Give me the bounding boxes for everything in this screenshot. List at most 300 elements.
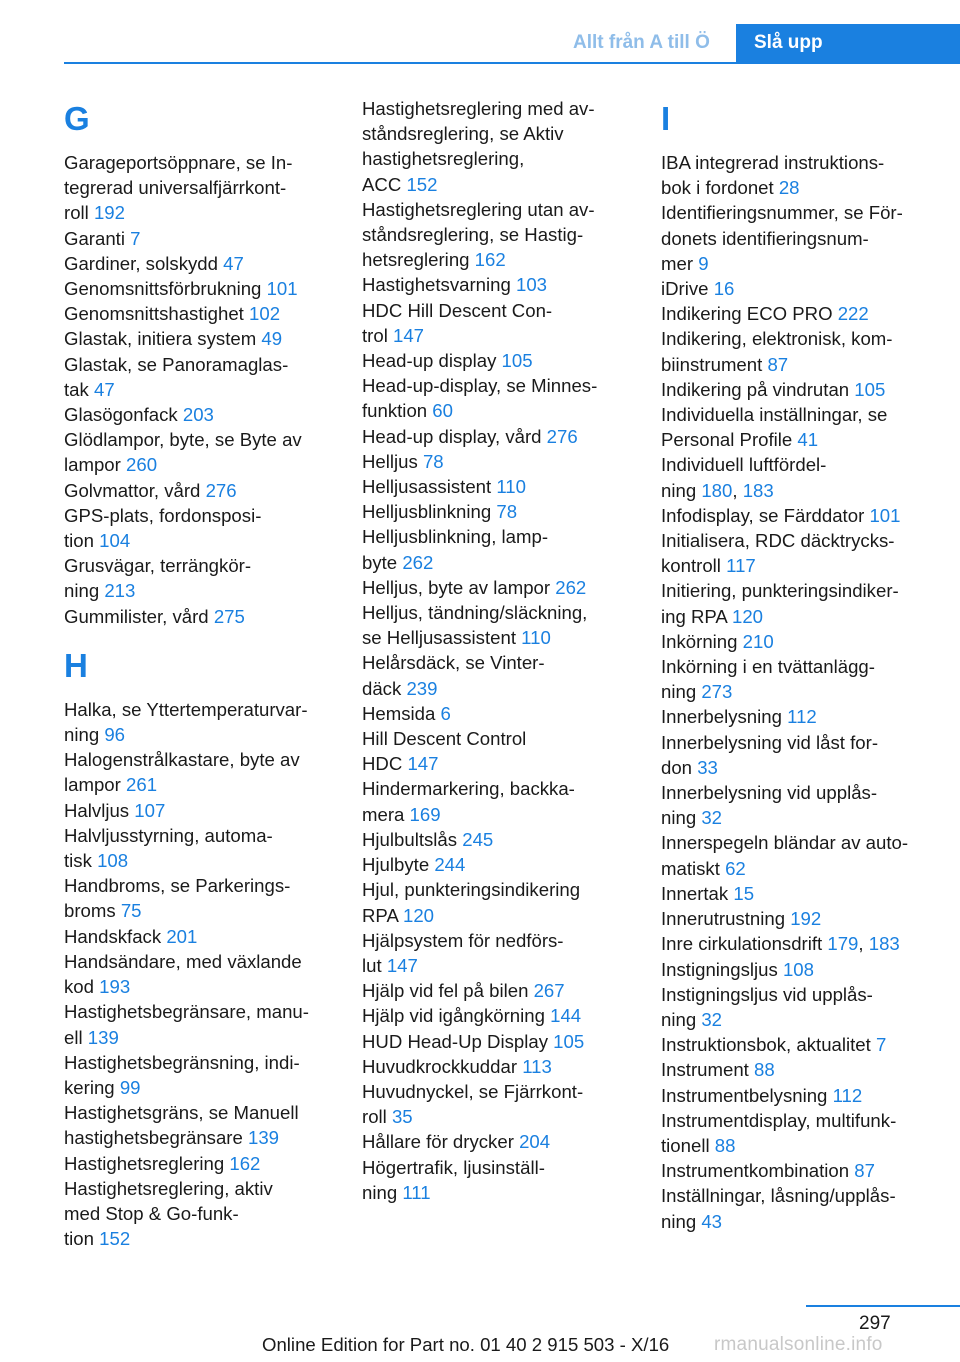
page-reference-link[interactable]: 75 bbox=[120, 900, 142, 922]
index-entry-term: iDrive bbox=[661, 278, 714, 300]
index-entry-text bbox=[64, 949, 332, 974]
index-entry bbox=[64, 1100, 332, 1150]
index-entry-text bbox=[362, 701, 630, 726]
page-reference-link[interactable]: 139 bbox=[248, 1127, 280, 1149]
index-entry-term: kontroll bbox=[661, 555, 727, 577]
index-entry-text bbox=[64, 478, 332, 503]
index-entry-term: Instrumentkombination bbox=[661, 1160, 855, 1182]
page-reference-link[interactable]: 35 bbox=[391, 1106, 413, 1128]
index-entry-text bbox=[64, 452, 332, 477]
index-entry-term: Instigningsljus vid upplås- bbox=[661, 983, 873, 1005]
index-entry-term: Inkörning bbox=[661, 630, 743, 652]
page-reference-link[interactable]: 169 bbox=[409, 803, 441, 825]
index-entry-term: Hjulbyte bbox=[362, 854, 435, 876]
page-reference-link[interactable]: 99 bbox=[119, 1076, 141, 1098]
index-entry-term: HUD Head-Up Display bbox=[362, 1030, 554, 1052]
index-entry bbox=[64, 503, 332, 553]
page-reference-link[interactable]: 152 bbox=[406, 173, 438, 195]
index-entry-text bbox=[661, 326, 929, 351]
page-reference-link[interactable]: 179 bbox=[827, 933, 859, 955]
page-reference-link[interactable]: 147 bbox=[393, 324, 425, 346]
page-reference-link[interactable]: 112 bbox=[832, 1084, 863, 1106]
index-entry-term: bok i fordonet bbox=[661, 177, 779, 199]
index-entry-text bbox=[661, 1209, 929, 1234]
page-reference-link[interactable]: 110 bbox=[521, 627, 551, 649]
index-entry-text bbox=[661, 931, 929, 956]
tab-allt-fran-a-till-o[interactable]: Allt från A till Ö bbox=[573, 32, 710, 53]
index-entry-text bbox=[661, 881, 929, 906]
index-entry bbox=[64, 999, 332, 1049]
page-reference-link[interactable]: 120 bbox=[403, 904, 435, 926]
index-entry-term: Hastighetsbegränsning, indi- bbox=[64, 1051, 300, 1073]
index-entry-term: lut bbox=[362, 954, 387, 976]
index-entry-term: däck bbox=[362, 677, 407, 699]
index-entry-term: Hastighetsreglering bbox=[64, 1152, 230, 1174]
page-reference-link[interactable]: 262 bbox=[555, 576, 587, 598]
page-reference-link[interactable]: 193 bbox=[99, 976, 131, 998]
index-entry bbox=[64, 251, 332, 276]
index-entry-text bbox=[661, 1183, 929, 1208]
index-entry-text bbox=[362, 978, 630, 1003]
index-entry-text bbox=[661, 528, 929, 553]
index-entry bbox=[64, 301, 332, 326]
index-entry-term: Hindermarkering, backka- bbox=[362, 778, 575, 800]
index-entry-text bbox=[661, 654, 929, 679]
index-entry bbox=[362, 575, 630, 600]
index-entry-text bbox=[362, 449, 630, 474]
index-entry bbox=[661, 200, 929, 276]
index-entry bbox=[661, 1083, 929, 1108]
index-entry-text bbox=[64, 200, 332, 225]
index-entry-text bbox=[362, 726, 630, 751]
page-reference-link[interactable]: 239 bbox=[406, 677, 438, 699]
page-reference-link[interactable]: 32 bbox=[701, 1008, 723, 1030]
index-entry-term: Head-up-display, se Minnes- bbox=[362, 375, 598, 397]
index-entry bbox=[661, 528, 929, 578]
index-entry bbox=[64, 747, 332, 797]
page-reference-link[interactable]: 112 bbox=[787, 706, 817, 728]
index-entry bbox=[362, 1054, 630, 1079]
page-reference-link[interactable]: 275 bbox=[213, 605, 245, 627]
index-entry-text bbox=[64, 503, 332, 528]
page-reference-link[interactable]: 87 bbox=[854, 1160, 875, 1182]
index-column-1 bbox=[64, 96, 332, 1251]
index-entry-term: Genomsnittshastighet bbox=[64, 303, 250, 325]
index-entry-term: Glasögonfack bbox=[64, 404, 183, 426]
index-entry bbox=[64, 276, 332, 301]
page-reference-link[interactable]: 162 bbox=[229, 1152, 261, 1174]
page-reference-link[interactable]: 139 bbox=[87, 1026, 119, 1048]
page-reference-link[interactable]: 60 bbox=[432, 400, 453, 422]
page-reference-link[interactable]: 28 bbox=[778, 177, 800, 199]
index-entry-text bbox=[661, 679, 929, 704]
index-entry-text bbox=[64, 427, 332, 452]
index-column-2 bbox=[362, 96, 630, 1205]
page-reference-link[interactable]: 33 bbox=[697, 756, 718, 778]
page-reference-link[interactable]: 107 bbox=[134, 799, 166, 821]
index-entry-term: se Helljusassistent bbox=[362, 627, 522, 649]
index-entry-text bbox=[64, 352, 332, 377]
page-reference-link[interactable]: 78 bbox=[422, 450, 444, 472]
index-entry-text bbox=[64, 175, 332, 200]
index-entry-term: Gummilister, vård bbox=[64, 605, 214, 627]
index-entry-text bbox=[362, 1180, 630, 1205]
page-reference-link[interactable]: 180 bbox=[701, 479, 733, 501]
index-entry bbox=[661, 276, 929, 301]
index-entry-text bbox=[362, 903, 630, 928]
page-reference-link[interactable]: 7 bbox=[130, 227, 141, 249]
page-reference-link[interactable]: 203 bbox=[182, 404, 214, 426]
page-reference-link[interactable]: 260 bbox=[126, 454, 158, 476]
index-entry-term: Grusvägar, terrängkör- bbox=[64, 555, 252, 577]
index-entry bbox=[362, 827, 630, 852]
index-entry bbox=[362, 1029, 630, 1054]
index-entry-text bbox=[362, 877, 630, 902]
page-reference-link[interactable]: 111 bbox=[402, 1181, 431, 1203]
index-entry-text bbox=[362, 323, 630, 348]
index-entry-text bbox=[661, 1007, 929, 1032]
index-entry-text bbox=[661, 276, 929, 301]
page-reference-link[interactable]: 162 bbox=[474, 249, 506, 271]
index-entry-text bbox=[362, 348, 630, 373]
index-entry-text bbox=[64, 1151, 332, 1176]
index-entry bbox=[362, 1079, 630, 1129]
index-entry-text bbox=[64, 697, 332, 722]
index-entry bbox=[362, 348, 630, 373]
index-entry bbox=[661, 931, 929, 956]
index-entry-text bbox=[661, 402, 929, 427]
index-entry-term: Hjälp vid igångkörning bbox=[362, 1005, 551, 1027]
index-entry-term: Huvudnyckel, se Fjärrkont- bbox=[362, 1080, 584, 1102]
page-reference-link[interactable]: 147 bbox=[386, 954, 418, 976]
index-entry-term: med Stop & Go-funk- bbox=[64, 1202, 239, 1224]
index-entry-text bbox=[362, 827, 630, 852]
page-reference-link[interactable]: 273 bbox=[701, 681, 733, 703]
index-entry-text bbox=[64, 772, 332, 797]
index-entry bbox=[362, 701, 630, 726]
page-reference-link[interactable]: 47 bbox=[93, 378, 115, 400]
index-entry-term: tisk bbox=[64, 850, 98, 872]
index-entry-text bbox=[661, 503, 929, 528]
index-entry-term: Helljusblinkning bbox=[362, 501, 497, 523]
index-entry-text bbox=[64, 1025, 332, 1050]
page-reference-link[interactable]: 192 bbox=[790, 908, 822, 930]
index-entry-text bbox=[661, 856, 929, 881]
index-entry bbox=[362, 373, 630, 423]
index-entry-term: ell bbox=[64, 1026, 88, 1048]
index-entry-text bbox=[362, 625, 630, 650]
index-entry-text bbox=[661, 830, 929, 855]
index-entry-term: Instrumentdisplay, multifunk- bbox=[661, 1109, 897, 1131]
index-entry-text bbox=[362, 1029, 630, 1054]
index-entry-term: Hastighetsgräns, se Manuell bbox=[64, 1102, 299, 1124]
index-entry bbox=[362, 272, 630, 297]
index-entry-term: Instruktionsbok, aktualitet bbox=[661, 1034, 876, 1056]
index-entry-term: trol bbox=[362, 324, 393, 346]
page-reference-link[interactable]: 108 bbox=[782, 958, 814, 980]
index-entry-text bbox=[64, 326, 332, 351]
index-entry-text bbox=[661, 200, 929, 225]
page-reference-link[interactable]: 96 bbox=[104, 724, 126, 746]
page-reference-link[interactable]: 62 bbox=[725, 857, 746, 879]
index-entry bbox=[362, 1003, 630, 1028]
index-entry-term: Halvljusstyrning, automa- bbox=[64, 824, 273, 846]
index-entry-term: Handsändare, med växlande bbox=[64, 950, 302, 972]
index-entry-text bbox=[362, 499, 630, 524]
page-number: 297 bbox=[859, 1313, 891, 1334]
index-entry-term: GPS-plats, fordonsposi- bbox=[64, 504, 262, 526]
index-entry-text bbox=[362, 676, 630, 701]
index-entry-text bbox=[362, 1129, 630, 1154]
index-entry bbox=[64, 823, 332, 873]
page-reference-link[interactable]: 144 bbox=[550, 1005, 582, 1027]
index-entry-text bbox=[362, 953, 630, 978]
page-reference-link[interactable]: 103 bbox=[516, 274, 548, 296]
index-entry-text bbox=[362, 600, 630, 625]
index-entry bbox=[661, 1108, 929, 1158]
page-reference-link[interactable]: 120 bbox=[731, 605, 764, 627]
index-entry bbox=[661, 402, 929, 452]
index-entry-term: Hjälpsystem för nedförs- bbox=[362, 929, 564, 951]
index-entry-term: HDC bbox=[362, 753, 408, 775]
index-entry-text bbox=[362, 298, 630, 323]
index-entry-term: Huvudkrockkuddar bbox=[362, 1055, 523, 1077]
index-entry-term: Golvmattor, vård bbox=[64, 479, 206, 501]
page-reference-link[interactable]: 102 bbox=[249, 303, 281, 325]
page-reference-link[interactable]: 47 bbox=[223, 252, 244, 274]
page-reference-link[interactable]: 204 bbox=[519, 1131, 551, 1153]
index-entry-term: Instrumentbelysning bbox=[661, 1084, 833, 1106]
index-entry bbox=[661, 377, 929, 402]
index-entry bbox=[64, 226, 332, 251]
index-entry-text bbox=[661, 427, 929, 452]
index-entry-text bbox=[362, 852, 630, 877]
page-reference-link[interactable]: 104 bbox=[99, 530, 131, 552]
page-reference-link[interactable]: 210 bbox=[742, 630, 774, 652]
page-reference-link[interactable]: 105 bbox=[553, 1030, 585, 1052]
page-reference-link[interactable]: 192 bbox=[93, 202, 125, 224]
index-entry-text bbox=[362, 524, 630, 549]
index-entry bbox=[362, 298, 630, 348]
index-entry-term: Instrument bbox=[661, 1059, 755, 1081]
index-entry bbox=[362, 978, 630, 1003]
index-entry-term: Innertak bbox=[661, 882, 734, 904]
index-entry-term: matiskt bbox=[661, 857, 726, 879]
index-entry-text bbox=[64, 1075, 332, 1100]
page-reference-link[interactable]: 261 bbox=[126, 774, 158, 796]
index-letter-heading: I bbox=[661, 100, 671, 137]
index-entry bbox=[661, 1158, 929, 1183]
index-entry-text bbox=[661, 805, 929, 830]
index-entry-term: ning bbox=[661, 1008, 702, 1030]
index-entry-term: ning bbox=[661, 681, 702, 703]
index-entry-term: Individuella inställningar, se bbox=[661, 404, 888, 426]
index-entry-text bbox=[362, 575, 630, 600]
index-entry-text bbox=[64, 553, 332, 578]
index-entry-term: don bbox=[661, 756, 698, 778]
index-entry-text bbox=[661, 730, 929, 755]
index-entry-term: Hastighetsvarning bbox=[362, 274, 516, 296]
page-reference-link[interactable]: 49 bbox=[261, 328, 283, 350]
page-reference-link[interactable]: 183 bbox=[868, 933, 900, 955]
page-reference-link[interactable]: 88 bbox=[714, 1134, 736, 1156]
index-entry bbox=[64, 478, 332, 503]
index-entry-term: Halvljus bbox=[64, 799, 135, 821]
index-entry-text bbox=[661, 704, 929, 729]
index-entry-term: Helljusblinkning, lamp- bbox=[362, 526, 549, 548]
page-reference-link[interactable]: 117 bbox=[726, 555, 756, 577]
index-entry-text bbox=[362, 424, 630, 449]
index-entry-term: RPA bbox=[362, 904, 403, 926]
index-entry-term: ståndsreglering, se Aktiv bbox=[362, 123, 564, 145]
page-reference-link[interactable]: 222 bbox=[837, 303, 869, 325]
index-entry-term: Hjulbultslås bbox=[362, 828, 463, 850]
index-entry bbox=[64, 697, 332, 747]
index-entry-text bbox=[362, 121, 630, 146]
index-entry-term: hastighetsreglering, bbox=[362, 148, 525, 170]
page-reference-link[interactable]: 9 bbox=[698, 252, 709, 274]
index-entry bbox=[362, 776, 630, 826]
page-reference-link[interactable]: 101 bbox=[266, 278, 298, 300]
tab-sla-upp[interactable]: Slå upp bbox=[736, 24, 960, 62]
index-entry bbox=[64, 427, 332, 477]
index-entry-term: Identifieringsnummer, se För- bbox=[661, 202, 903, 224]
index-entry bbox=[64, 798, 332, 823]
index-entry-term: ACC bbox=[362, 173, 407, 195]
index-entry-text bbox=[661, 1083, 929, 1108]
index-entry-term: donets identifieringsnum- bbox=[661, 227, 869, 249]
page-reference-link[interactable]: 276 bbox=[205, 479, 237, 501]
index-entry bbox=[362, 928, 630, 978]
index-entry-term: ing RPA bbox=[661, 605, 732, 627]
index-entry-term: Inre cirkulationsdrift bbox=[661, 933, 828, 955]
index-entry-term: biinstrument bbox=[661, 353, 768, 375]
page-reference-link[interactable]: 16 bbox=[713, 278, 735, 300]
index-entry-term: ning bbox=[661, 1210, 702, 1232]
page-reference-link[interactable]: 147 bbox=[407, 753, 439, 775]
index-entry bbox=[661, 780, 929, 830]
index-entry-term: Personal Profile bbox=[661, 429, 798, 451]
page-reference-link[interactable]: 6 bbox=[440, 702, 451, 724]
index-entry-term: ning bbox=[64, 580, 105, 602]
index-entry-term: mer bbox=[661, 252, 699, 274]
page-reference-link[interactable]: 15 bbox=[733, 882, 755, 904]
index-entry-term: Handskfack bbox=[64, 925, 167, 947]
page-reference-link[interactable]: 32 bbox=[701, 807, 723, 829]
index-entry-term: Individuell luftfördel- bbox=[661, 454, 827, 476]
index-entry bbox=[362, 877, 630, 927]
index-entry bbox=[661, 150, 929, 200]
page-reference-link[interactable]: 113 bbox=[522, 1055, 552, 1077]
page-reference-link[interactable]: 213 bbox=[104, 580, 136, 602]
index-entry-text bbox=[362, 222, 630, 247]
page-reference-link[interactable]: 108 bbox=[97, 850, 129, 872]
index-entry-term: Innerspegeln bländar av auto- bbox=[661, 832, 909, 854]
page-reference-link[interactable]: 43 bbox=[701, 1210, 723, 1232]
header-bar bbox=[0, 24, 960, 62]
index-entry-term: Innerbelysning vid upplås- bbox=[661, 782, 878, 804]
index-entry-term: Hastighetsreglering med av- bbox=[362, 98, 595, 119]
page-reference-link[interactable]: 183 bbox=[742, 479, 774, 501]
index-entry-term: Helljus, byte av lampor bbox=[362, 576, 556, 598]
index-entry-term: Helljus, tändning/släckning, bbox=[362, 602, 588, 624]
page-reference-link[interactable]: 105 bbox=[501, 350, 533, 372]
page-reference-link[interactable]: 110 bbox=[496, 476, 526, 498]
index-entry-text bbox=[661, 957, 929, 982]
page-reference-link[interactable]: 7 bbox=[875, 1034, 887, 1056]
page-reference-link[interactable]: 276 bbox=[546, 425, 578, 447]
index-entry-text bbox=[64, 798, 332, 823]
index-entry-text bbox=[362, 928, 630, 953]
index-entry-term: Glastak, se Panoramaglas- bbox=[64, 353, 289, 375]
page-reference-link[interactable]: 201 bbox=[166, 925, 198, 947]
index-entry-term: kod bbox=[64, 976, 100, 998]
index-entry-term: Helårsdäck, se Vinter- bbox=[362, 652, 545, 674]
page-reference-link[interactable]: 105 bbox=[854, 378, 886, 400]
watermark-text: rmanualsonline.info bbox=[714, 1334, 883, 1355]
index-entry-text bbox=[661, 755, 929, 780]
index-entry-term: ning bbox=[661, 807, 702, 829]
index-entry-term: tionell bbox=[661, 1134, 715, 1156]
page-reference-link[interactable]: 78 bbox=[496, 501, 518, 523]
index-entry-term: Glödlampor, byte, se Byte av bbox=[64, 429, 302, 451]
page-reference-link[interactable]: 245 bbox=[462, 828, 494, 850]
page-reference-link[interactable]: 41 bbox=[797, 429, 819, 451]
page-reference-link[interactable]: 267 bbox=[533, 980, 565, 1002]
index-entry-term: Indikering ECO PRO bbox=[661, 303, 838, 325]
index-entry-text bbox=[661, 780, 929, 805]
index-entry-text bbox=[64, 301, 332, 326]
index-entry-text bbox=[64, 974, 332, 999]
index-entry-text bbox=[661, 175, 929, 200]
index-entry-term: mera bbox=[362, 803, 410, 825]
page-reference-link[interactable]: 101 bbox=[869, 504, 901, 526]
index-entry bbox=[362, 524, 630, 574]
index-entry bbox=[64, 873, 332, 923]
index-entry-term: Gardiner, solskydd bbox=[64, 252, 224, 274]
header-rule bbox=[64, 62, 960, 64]
index-entry bbox=[661, 906, 929, 931]
index-entry-text bbox=[661, 251, 929, 276]
page-reference-link[interactable]: 244 bbox=[434, 854, 466, 876]
index-entry-term: Hastighetsreglering utan av- bbox=[362, 198, 595, 220]
index-entry-text bbox=[661, 452, 929, 477]
index-entry-term: Hjul, punkteringsindikering bbox=[362, 879, 581, 901]
index-entry-term: broms bbox=[64, 900, 121, 922]
index-entry-term: byte bbox=[362, 551, 403, 573]
index-entry-text bbox=[64, 873, 332, 898]
index-entry-text bbox=[362, 247, 630, 272]
page-reference-link[interactable]: 87 bbox=[767, 353, 789, 375]
index-entry-text bbox=[64, 1050, 332, 1075]
page-reference-link[interactable]: 88 bbox=[754, 1059, 775, 1081]
page-reference-link[interactable]: 152 bbox=[99, 1228, 131, 1250]
index-entry-term: Glastak, initiera system bbox=[64, 328, 262, 350]
index-entry-term: Helljus bbox=[362, 450, 423, 472]
index-entry-text bbox=[362, 1155, 630, 1180]
page-reference-link[interactable]: 262 bbox=[402, 551, 434, 573]
index-entry bbox=[362, 1155, 630, 1205]
index-entry-text bbox=[661, 629, 929, 654]
index-entry-text bbox=[64, 999, 332, 1024]
index-entry-term: roll bbox=[64, 202, 94, 224]
index-entry bbox=[64, 553, 332, 603]
index-entry-term: ståndsreglering, se Hastig- bbox=[362, 224, 584, 246]
index-entry bbox=[661, 1032, 929, 1057]
index-entry bbox=[661, 503, 929, 528]
index-entry-term: ning bbox=[64, 724, 105, 746]
index-entry bbox=[64, 604, 332, 629]
